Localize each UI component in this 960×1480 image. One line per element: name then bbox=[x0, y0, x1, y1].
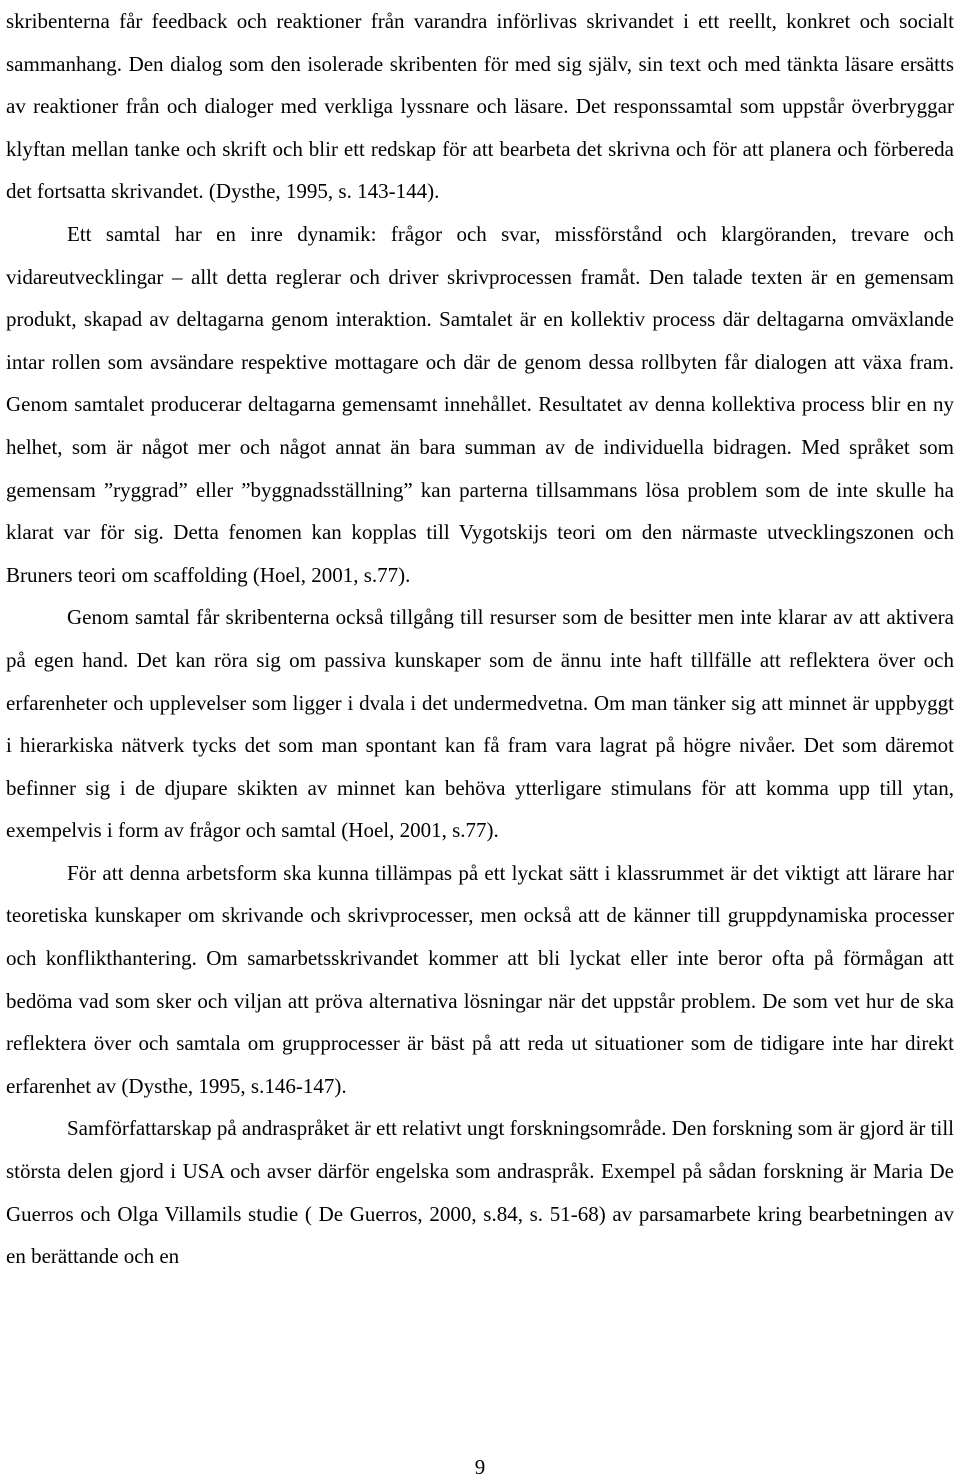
body-text bbox=[6, 0, 954, 1278]
paragraph-2: Ett samtal har en inre dynamik: frågor och svar, missförstånd och klargöranden, trevare och vidareutvecklingar – allt detta reglerar och driver skrivprocessen framåt. Den talade texten är en gemensam produkt, skapad av deltagarna genom interaktion. Samtalet är en kollektiv process där deltagarna omväxlande intar rollen som avsändare respektive mottagare och där de genom dessa rollbyten får dialogen att växa fram. Genom samtalet producerar deltagarna gemensamt innehållet. Resultatet av denna kollektiva process blir en ny helhet, som är något mer och något annat än bara summan av de individuella bidragen. Med språket som gemensam ”ryggrad” eller ”byggnadsställning” kan parterna tillsammans lösa problem som de inte skulle ha klarat var för sig. Detta fenomen kan kopplas till Vygotskijs teori om den närmaste utvecklingszonen och Bruners teori om scaffolding (Hoel, 2001, s.77). bbox=[6, 221, 954, 587]
page-number: 9 bbox=[474, 1455, 486, 1479]
paragraph-1: skribenterna får feedback och reaktioner från varandra införlivas skrivandet i ett reellt, konkret och socialt sammanhang. Den dialog som den isolerade skribenten för med sig själv, sin text och med tänkta läsare ersätts av reaktioner från och dialoger med verkliga lyssnare och läsare. Det responssamtal som uppstår överbryggar klyftan mellan tanke och skrift och blir ett redskap för att bearbeta det skrivna och för att planera och förbereda det fortsatta skrivandet. (Dysthe, 1995, s. 143-144). bbox=[6, 9, 954, 204]
paragraph-5: Samförfattarskap på andraspråket är ett relativt ungt forskningsområde. Den forskning som är gjord är till största delen gjord i USA och avser därför engelska som andraspråk. Exempel på sådan forskning är Maria De Guerros och Olga Villamils studie ( De Guerros, 2000, s.84, s. 51-68) av parsamarbete kring bearbetningen av en berättande och en bbox=[6, 1116, 954, 1269]
paragraph-4: För att denna arbetsform ska kunna tillämpas på ett lyckat sätt i klassrummet är det viktigt att lärare har teoretiska kunskaper om skrivande och skrivprocesser, men också att de känner till gruppdynamiska processer och konflikthantering. Om samarbetsskrivandet kommer att bli lyckat eller inte beror ofta på förmågan att bedöma vad som sker och viljan att pröva alternativa lösningar när det uppstår problem. De som vet hur de ska reflektera över och samtala om grupprocesser är bäst på att reda ut situationer som de tidigare inte har direkt erfarenhet av (Dysthe, 1995, s.146-147). bbox=[6, 860, 954, 1098]
paragraph-3: Genom samtal får skribenterna också tillgång till resurser som de besitter men inte klarar av att aktivera på egen hand. Det kan röra sig om passiva kunskaper som de ännu inte haft tillfälle att reflektera över och erfarenheter och upplevelser som ligger i dvala i det undermedvetna. Om man tänker sig att minnet är uppbyggt i hierarkiska nätverk tycks det som man spontant kan få fram vara lagrat på högre nivåer. Det som däremot befinner sig i de djupare skikten av minnet kan behöva ytterligare stimulans för att komma upp till ytan, exempelvis i form av frågor och samtal (Hoel, 2001, s.77). bbox=[6, 605, 954, 843]
